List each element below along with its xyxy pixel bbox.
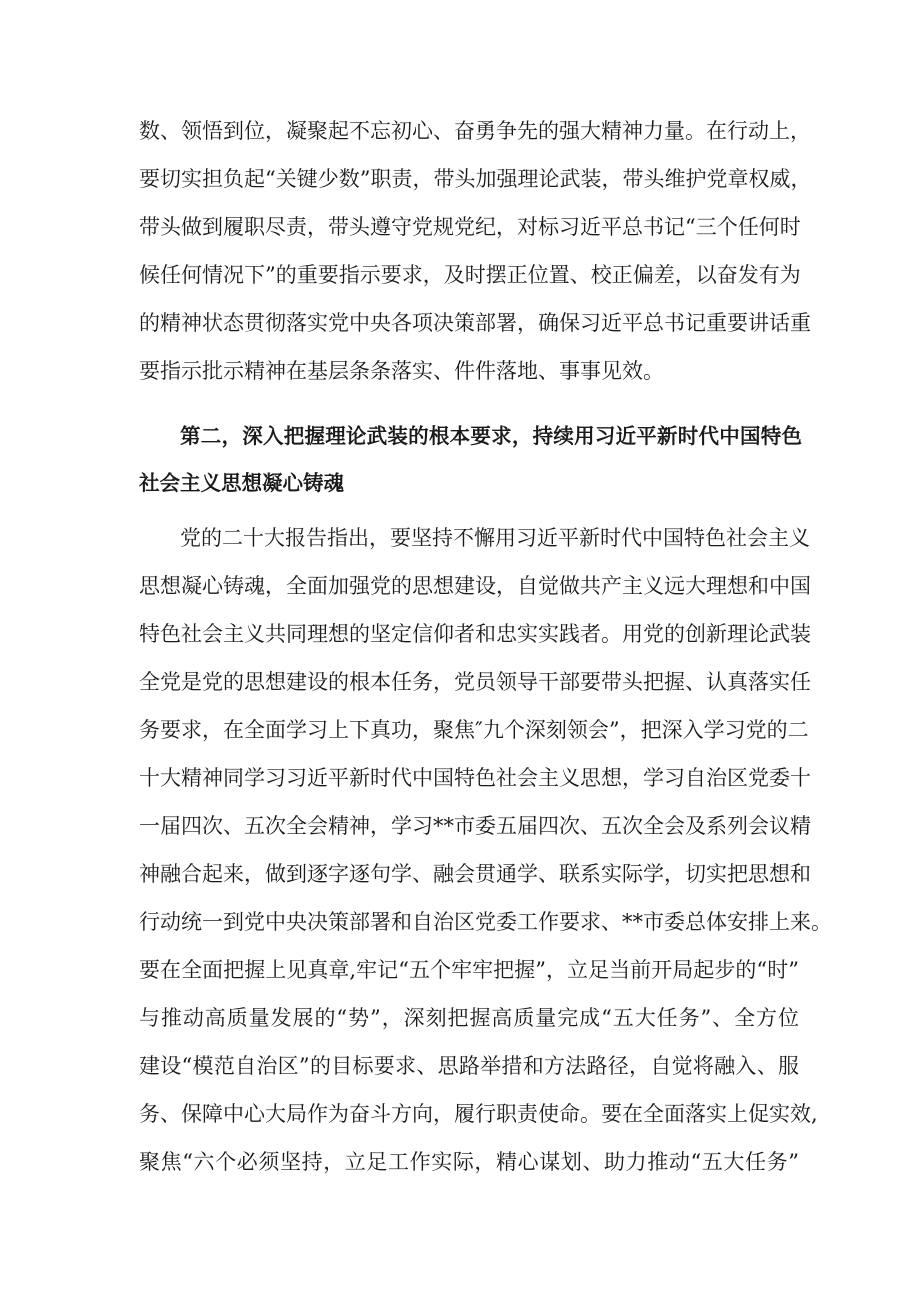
paragraph-line: 思想凝心铸魂，全面加强党的思想建设，自觉做共产主义远大理想和中国: [139, 574, 811, 598]
paragraph-line: 务要求，在全面学习上下真功，聚焦″九个深刻领会”，把深入学习党的二: [139, 718, 809, 742]
section-heading-line: 社会主义思想凝心铸魂: [139, 471, 344, 495]
paragraph-line: 的精神状态贯彻落实党中央各项决策部署，确保习近平总书记重要讲话重: [139, 311, 811, 335]
paragraph-line: 聚焦“六个必须坚持，立足工作实际，精心谋划、助力推动“五大任务”: [139, 1150, 799, 1174]
paragraph-line: 全党是党的思想建设的根本任务，党员领导干部要带头把握、认真落实任: [139, 670, 811, 694]
paragraph-line: 候任何情况下”的重要指示要求，及时摆正位置、校正偏差，以奋发有为: [139, 263, 801, 287]
paragraph-line: 十大精神同学习习近平新时代中国特色社会主义思想，学习自治区党委十: [139, 766, 811, 790]
paragraph-line: 建设“模范自治区”的目标要求、思路举措和方法路径，自觉将融入、服: [139, 1054, 799, 1078]
paragraph-line: 要在全面把握上见真章,牢记“五个牢牢把握”，立足当前开局起步的“时”: [139, 958, 799, 982]
paragraph-line: 要切实担负起“关键少数”职责，带头加强理论武装，带头维护党章权威，: [139, 167, 812, 191]
paragraph-line: 行动统一到党中央决策部署和自治区党委工作要求、**市委总体安排上来。: [139, 910, 832, 934]
paragraph-line: 党的二十大报告指出，要坚持不懈用习近平新时代中国特色社会主义: [180, 526, 810, 550]
paragraph-line: 带头做到履职尽责，带头遵守党规党纪，对标习近平总书记“三个任何时: [139, 215, 801, 239]
paragraph-line: 务、保障中心大局作为奋斗方向，履行职责使命。要在全面落实上促实效,: [139, 1102, 818, 1126]
paragraph-line: 神融合起来，做到逐字逐句学、融会贯通学、联系实际学，切实把思想和: [139, 862, 811, 886]
paragraph-line: 数、领悟到位，凝聚起不忘初心、奋勇争先的强大精神力量。在行动上，: [139, 119, 811, 143]
section-heading-line: 第二，深入把握理论武装的根本要求，持续用习近平新时代中国特色: [180, 424, 802, 448]
paragraph-line: 一届四次、五次全会精神，学习**市委五届四次、五次全会及系列会议精: [139, 814, 811, 838]
paragraph-line: 与推动高质量发展的“势”，深刻把握高质量完成“五大任务”、全方位: [139, 1006, 799, 1030]
paragraph-line: 特色社会主义共同理想的坚定信仰者和忠实实践者。用党的创新理论武装: [139, 622, 811, 646]
paragraph-line: 要指示批示精神在基层条条落实、件件落地、事事见效。: [139, 359, 664, 383]
